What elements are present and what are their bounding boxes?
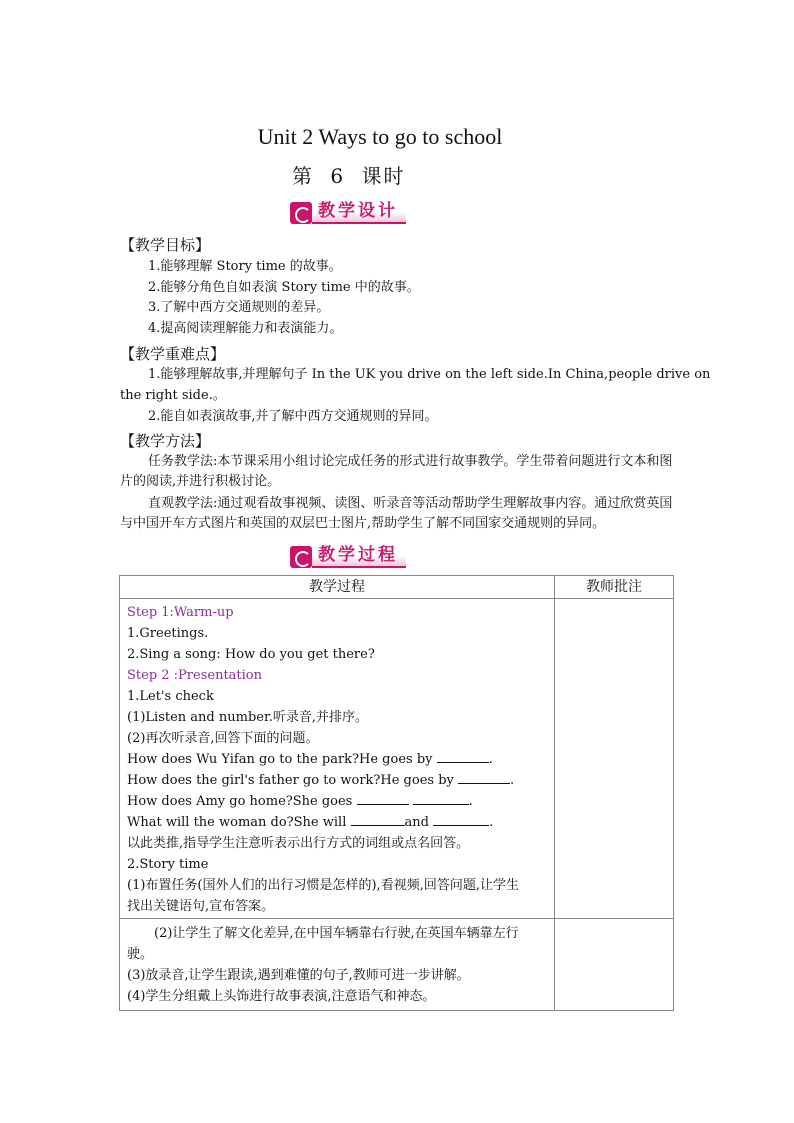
question-line: What will the woman do?She will and .	[127, 815, 494, 830]
process-table	[119, 575, 674, 1011]
key-point-item: 2.能自如表演故事,并了解中西方交通规则的异同。	[148, 409, 438, 424]
logo-icon	[290, 546, 312, 568]
step-heading: Step 1:Warm-up	[127, 605, 234, 620]
process-banner	[290, 544, 406, 568]
method-paragraph: 直观教学法:通过观看故事视频、读图、听录音等活动帮助学生理解故事内容。通过欣赏英国与中国开车方式图片和英国的双层巴士图片,帮助学生了解不同国家交通规则的异同。	[120, 496, 673, 531]
process-cell	[120, 599, 555, 919]
question-line: How does Amy go home?She goes .	[127, 794, 473, 809]
process-line: 找出关键语句,宣布答案。	[127, 899, 275, 914]
methods-heading: 【教学方法】	[120, 432, 211, 450]
page-title: Unit 2 Ways to go to school	[257, 124, 503, 149]
objective-item: 3.了解中西方交通规则的差异。	[148, 300, 330, 315]
process-line: (2)再次听录音,回答下面的问题。	[127, 731, 319, 746]
process-line: (1)Listen and number.听录音,并排序。	[127, 710, 369, 725]
process-line: 2.Story time	[127, 857, 209, 872]
lesson-number: 第 6 课时	[292, 164, 406, 188]
key-point-item: 1.能够理解故事,并理解句子 In the UK you drive on the left side.In China,people drive on	[148, 367, 711, 382]
col-header-process: 教学过程	[120, 576, 555, 599]
question-line: How does Wu Yifan go to the park?He goes by .	[127, 752, 493, 767]
process-line: (4)学生分组戴上头饰进行故事表演,注意语气和神态。	[127, 989, 436, 1004]
step-heading: Step 2 :Presentation	[127, 668, 263, 683]
process-line: 1.Greetings.	[127, 626, 209, 641]
notes-cell	[555, 919, 674, 1011]
objectives-heading: 【教学目标】	[120, 236, 211, 254]
question-line: How does the girl's father go to work?He goes by .	[127, 773, 515, 788]
process-line: 驶。	[127, 947, 154, 962]
process-line: 1.Let's check	[127, 689, 214, 704]
key-points-heading: 【教学重难点】	[120, 345, 226, 363]
process-line: (3)放录音,让学生跟读,遇到难懂的句子,教师可进一步讲解。	[127, 968, 470, 983]
method-paragraph: 任务教学法:本节课采用小组讨论完成任务的形式进行故事教学。学生带着问题进行文本和图片的阅读,并进行积极讨论。	[120, 454, 673, 489]
design-banner-label: 教学设计	[312, 200, 406, 224]
process-line: 以此类推,指导学生注意听表示出行方式的词组或点名回答。	[127, 836, 470, 851]
key-point-item-cont: the right side.。	[120, 388, 226, 403]
process-banner-label: 教学过程	[312, 544, 406, 568]
process-line: (1)布置任务(国外人们的出行习惯是怎样的),看视频,回答问题,让学生	[127, 878, 519, 893]
process-cell	[120, 919, 555, 1011]
design-banner	[290, 200, 406, 224]
objective-item: 4.提高阅读理解能力和表演能力。	[148, 321, 343, 336]
objective-item: 1.能够理解 Story time 的故事。	[148, 259, 342, 274]
objective-item: 2.能够分角色自如表演 Story time 中的故事。	[148, 280, 420, 295]
notes-cell	[555, 599, 674, 919]
process-line: 2.Sing a song: How do you get there?	[127, 647, 375, 662]
logo-icon	[290, 202, 312, 224]
process-line: (2)让学生了解文化差异,在中国车辆靠右行驶,在英国车辆靠左行	[154, 926, 519, 941]
col-header-notes: 教师批注	[555, 576, 674, 599]
